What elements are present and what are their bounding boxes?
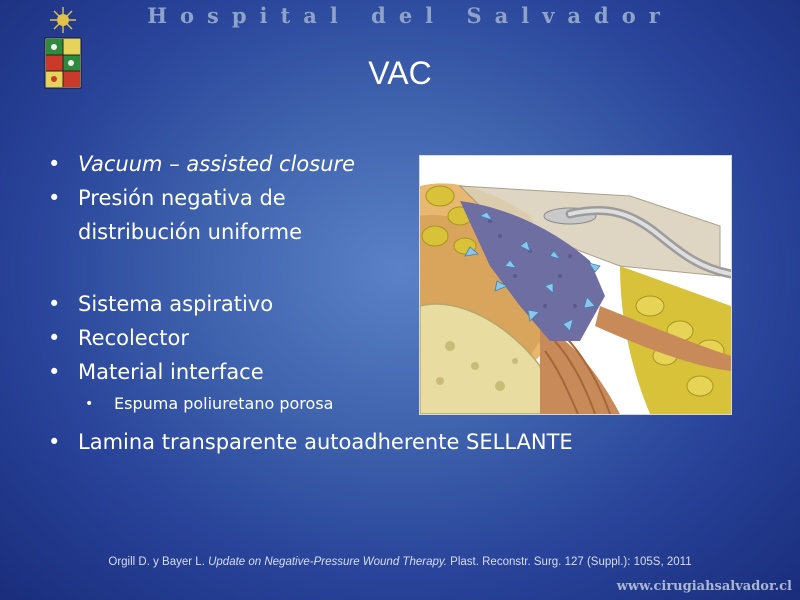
vac-wound-illustration: [419, 155, 732, 415]
slide-title: VAC: [368, 55, 432, 91]
bullet-material: • Material interface: [48, 355, 668, 389]
bullet-vacuum: • Vacuum – assisted closure: [48, 147, 668, 181]
hospital-name: Hospital del Salvador: [147, 2, 673, 28]
sub-bullet-espuma: • Espuma poliuretano porosa: [48, 389, 668, 419]
bullet-presion: • Presión negativa de distribución uniforme: [48, 181, 338, 249]
bullet-sistema: • Sistema aspirativo: [48, 287, 668, 321]
reference-title: Update on Negative-Pressure Wound Therapy.: [208, 556, 447, 568]
reference-citation: [0, 556, 800, 568]
reference-authors: Orgill D. y Bayer L.: [108, 556, 205, 568]
bullet-lamina: • Lamina transparente autoadherente SELLANTE: [48, 425, 668, 459]
website-url: www.cirugiahsalvador.cl: [616, 579, 792, 594]
bullet-recolector: • Recolector: [48, 321, 668, 355]
reference-journal: Plast. Reconstr. Surg. 127 (Suppl.): 105S, 2011: [450, 556, 692, 568]
header-band: [0, 0, 800, 30]
star-emblem-icon: [50, 7, 76, 33]
